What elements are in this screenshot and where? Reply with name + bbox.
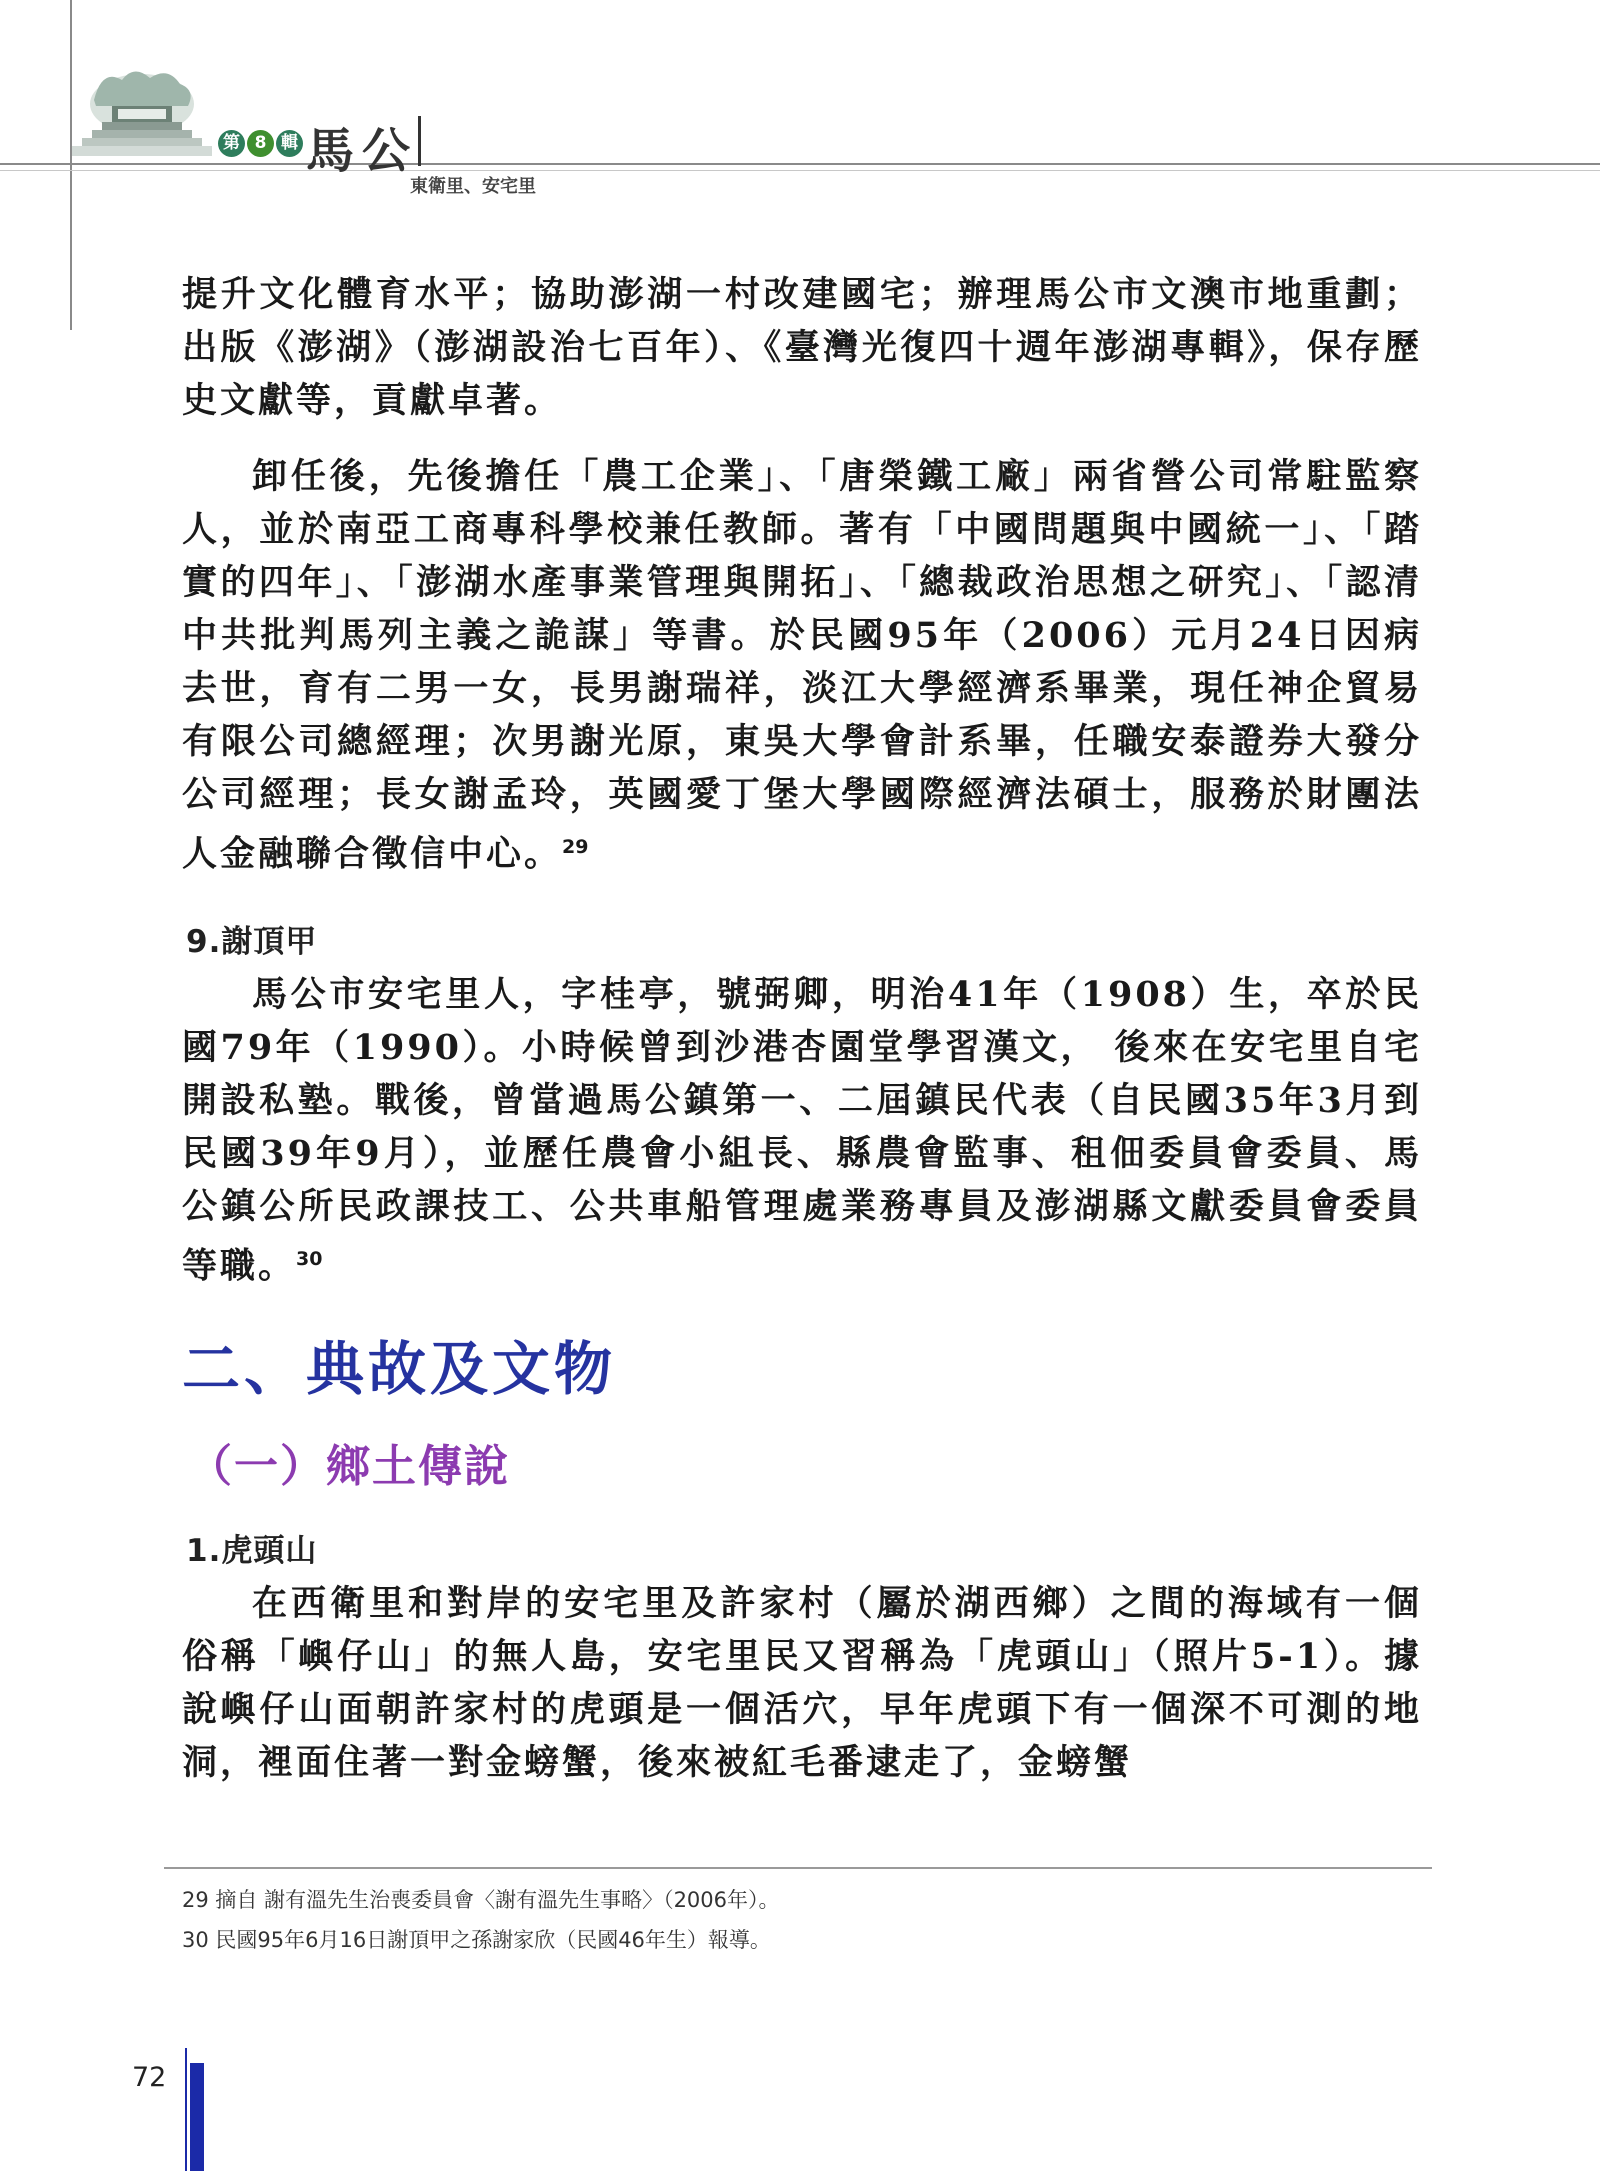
footnote-29: 29 摘自 謝有溫先生治喪委員會〈謝有溫先生事略〉（2006年）。 <box>182 1888 780 1912</box>
title-divider <box>418 116 421 166</box>
book-title: 馬公 <box>306 123 419 179</box>
page-number: 72 <box>132 2062 167 2093</box>
chapter-subtitle: 東衛里、安宅里 <box>410 176 536 197</box>
volume-prefix: 第 <box>218 130 245 157</box>
paragraph-1 <box>182 268 1422 427</box>
header-horizontal-rule <box>0 163 1600 165</box>
paragraph-2-text: 卸任後，先後擔任「農工企業」、「唐榮鐵工廠」兩省營公司常駐監察人，並於南亞工商專科學校兼任教師。著有「中國問題與中國統一」、「踏實的四年」、「澎湖水產事業管理與開拓」、「總裁政治思想之研究」、「認清中共批判馬列主義之詭謀」等書。於民國95年（2006）元月24日因病去世，育有二男一女，長男謝瑞祥，淡江大學經濟系畢業，現任神企貿易有限公司總經理；次男謝光原，東吳大學會計系畢，任職安泰證券大發分公司經理；長女謝孟玲，英國愛丁堡大學國際經濟法碩士，服務於財團法人金融聯合徵信中心。 <box>182 456 1422 875</box>
volume-suffix: 輯 <box>276 130 303 157</box>
section-title: 二、典故及文物 <box>182 1335 617 1403</box>
header-horizontal-rule-thin <box>0 170 1600 171</box>
page-bar-thin <box>185 2048 187 2171</box>
paragraph-2 <box>182 450 1422 881</box>
paragraph-4-text: 在西衛里和對岸的安宅里及許家村（屬於湖西鄉）之間的海域有一個俗稱「嶼仔山」的無人島，安宅里民又習稱為「虎頭山」（照片5-1）。據說嶼仔山面朝許家村的虎頭是一個活穴，早年虎頭下有一個深不可測的地洞，裡面住著一對金螃蟹，後來被紅毛番逮走了，金螃蟹 <box>182 1583 1422 1783</box>
heading-person-9: 9.謝頂甲 <box>186 924 318 960</box>
paragraph-4 <box>182 1577 1422 1789</box>
paragraph-3 <box>182 968 1422 1293</box>
footnote-ref-29: 29 <box>562 836 589 858</box>
monument-logo-icon <box>72 60 212 164</box>
section-subtitle: （一）鄉土傳說 <box>188 1441 510 1492</box>
paragraph-3-text: 馬公市安宅里人，字桂亭，號弼卿，明治41年（1908）生，卒於民國79年（1990）。小時候曾到沙港杏園堂學習漢文， 後來在安宅里自宅開設私塾。戰後，曾當過馬公鎮第一、二屆鎮民代表（自民國35年3月到民國39年9月），並歷任農會小組長、縣農會監事、租佃委員會委員、馬公鎮公所民政課技工、公共車船管理處業務專員及澎湖縣文獻委員會委員等職。 <box>182 974 1422 1287</box>
volume-number: 8 <box>247 130 274 157</box>
volume-badge <box>218 130 303 157</box>
paragraph-1-text: 提升文化體育水平；協助澎湖一村改建國宅；辦理馬公市文澳市地重劃；出版《澎湖》（澎湖設治七百年）、《臺灣光復四十週年澎湖專輯》，保存歷史文獻等，貢獻卓著。 <box>182 274 1422 421</box>
footnote-rule <box>164 1867 1432 1869</box>
header-vertical-rule <box>70 0 72 330</box>
footnote-ref-30: 30 <box>296 1248 323 1270</box>
heading-tiger-head-hill: 1.虎頭山 <box>186 1533 318 1569</box>
page-bar <box>190 2063 204 2171</box>
footnote-30: 30 民國95年6月16日謝頂甲之孫謝家欣（民國46年生）報導。 <box>182 1928 771 1952</box>
